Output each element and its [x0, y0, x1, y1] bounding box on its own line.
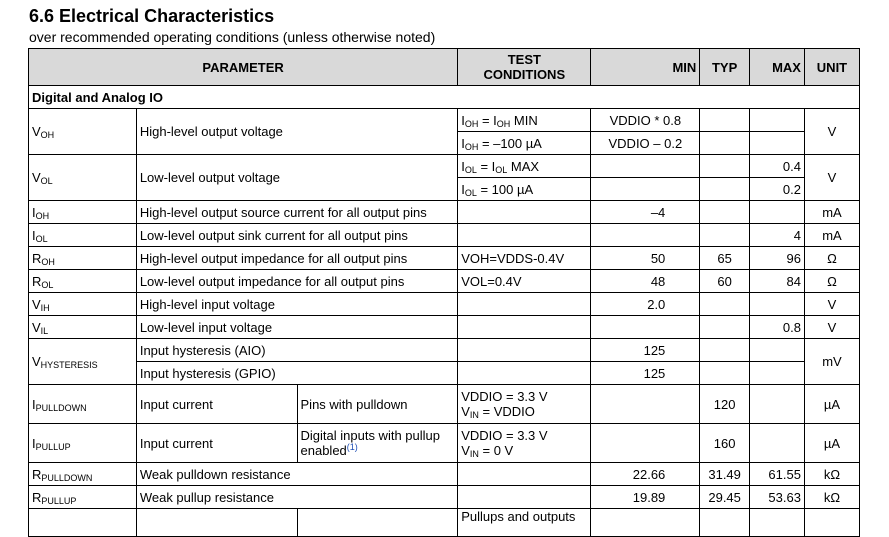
cond-voh-2: $I_{OH} = -100$ µA — [458, 132, 591, 155]
symbol-rpullup: $R_{PULLUP}$ — [29, 486, 137, 509]
header-typ: TYP — [700, 49, 750, 86]
desc-vhys-1: Input hysteresis (AIO) — [136, 339, 457, 362]
table-row-rpullup — [29, 486, 860, 509]
unit-rol: Ω — [804, 270, 859, 293]
cond-ipulldown: VDDIO = 3.3 V $V_{IN}$ = VDDIO — [458, 385, 591, 424]
header-test-conditions — [458, 49, 591, 86]
symbol-vol: $V_{OL}$ — [29, 155, 137, 201]
table-row-ipulldown — [29, 385, 860, 424]
desc-iol: Low-level output sink current for all output pins — [136, 224, 457, 247]
section-label: Digital and Analog IO — [29, 86, 860, 109]
desc2-ipulldown: Pins with pulldown — [297, 385, 458, 424]
table-subtitle: over recommended operating conditions (unless otherwise noted) — [29, 29, 436, 45]
cond-partial: Pullups and outputs — [458, 509, 591, 537]
table-row-ipullup — [29, 424, 860, 463]
desc-ipullup: Input current — [136, 424, 297, 463]
symbol-vhys: $V_{HYSTERESIS}$ — [29, 339, 137, 385]
electrical-characteristics-table — [28, 48, 860, 537]
table-row-vol — [29, 155, 860, 178]
unit-ipulldown: µA — [804, 385, 859, 424]
typ-rol: 60 — [700, 270, 750, 293]
min-voh-2: VDDIO – 0.2 — [591, 132, 700, 155]
max-vol-1: 0.4 — [749, 155, 804, 178]
header-max: MAX — [749, 49, 804, 86]
unit-vol: V — [804, 155, 859, 201]
min-roh: 50 — [591, 247, 700, 270]
symbol-ioh: $I_{OH}$ — [29, 201, 137, 224]
unit-rpulldown: kΩ — [804, 463, 859, 486]
cond-vol-2: $I_{OL} = 100$ µA — [458, 178, 591, 201]
min-vhys-1: 125 — [591, 339, 700, 362]
max-rpulldown: 61.55 — [749, 463, 804, 486]
symbol-rol: $R_{OL}$ — [29, 270, 137, 293]
unit-roh: Ω — [804, 247, 859, 270]
table-row-vil — [29, 316, 860, 339]
typ-rpullup: 29.45 — [700, 486, 750, 509]
unit-vih: V — [804, 293, 859, 316]
min-vih: 2.0 — [591, 293, 700, 316]
section-title: 6.6 Electrical Characteristics — [29, 6, 275, 26]
table-row-roh — [29, 247, 860, 270]
symbol-ipullup: $I_{PULLUP}$ — [29, 424, 137, 463]
symbol-vil: $V_{IL}$ — [29, 316, 137, 339]
desc-vhys-2: Input hysteresis (GPIO) — [136, 362, 457, 385]
header-test-line1: TEST — [507, 52, 541, 67]
max-roh: 96 — [749, 247, 804, 270]
table-row-voh — [29, 109, 860, 132]
cond-ipullup: VDDIO = 3.3 V $V_{IN} = 0$ V — [458, 424, 591, 463]
max-rol: 84 — [749, 270, 804, 293]
typ-rpulldown: 31.49 — [700, 463, 750, 486]
unit-vil: V — [804, 316, 859, 339]
symbol-iol: $I_{OL}$ — [29, 224, 137, 247]
table-row-partial — [29, 509, 860, 537]
min-rol: 48 — [591, 270, 700, 293]
table-row-vih — [29, 293, 860, 316]
header-test-line2: CONDITIONS — [483, 67, 566, 82]
table-row-vhys — [29, 339, 860, 362]
unit-ioh: mA — [804, 201, 859, 224]
max-vil: 0.8 — [749, 316, 804, 339]
typ-ipullup: 160 — [700, 424, 750, 463]
table-row-vhys-2 — [29, 362, 860, 385]
symbol-rpulldown: $R_{PULLDOWN}$ — [29, 463, 137, 486]
footnote-link[interactable]: (1) — [346, 442, 358, 452]
symbol-voh: $V_{OH}$ — [29, 109, 137, 155]
cond-roh: VOH=VDDS-0.4V — [458, 247, 591, 270]
header-min: MIN — [591, 49, 700, 86]
symbol-vih: $V_{IH}$ — [29, 293, 137, 316]
typ-ipulldown: 120 — [700, 385, 750, 424]
cond-voh-1: $I_{OH} = I_{OH}$ MIN — [458, 109, 591, 132]
desc-rol: Low-level output impedance for all output pins — [136, 270, 457, 293]
min-ioh: –4 — [591, 201, 700, 224]
symbol-roh: $R_{OH}$ — [29, 247, 137, 270]
table-row-iol — [29, 224, 860, 247]
desc2-ipullup: Digital inputs with pullup enabled$^{(1)}$ — [297, 424, 458, 463]
unit-voh: V — [804, 109, 859, 155]
header-row — [29, 49, 860, 86]
cond-vol-1: $I_{OL} = I_{OL}$ MAX — [458, 155, 591, 178]
cond-rol: VOL=0.4V — [458, 270, 591, 293]
max-rpullup: 53.63 — [749, 486, 804, 509]
table-row-rpulldown — [29, 463, 860, 486]
typ-roh: 65 — [700, 247, 750, 270]
min-rpullup: 19.89 — [591, 486, 700, 509]
min-vhys-2: 125 — [591, 362, 700, 385]
table-row-rol — [29, 270, 860, 293]
desc-voh: High-level output voltage — [136, 109, 457, 155]
symbol-ipulldown: $I_{PULLDOWN}$ — [29, 385, 137, 424]
desc-ioh: High-level output source current for all output pins — [136, 201, 457, 224]
header-unit: UNIT — [804, 49, 859, 86]
unit-ipullup: µA — [804, 424, 859, 463]
table-row-ioh — [29, 201, 860, 224]
max-vol-2: 0.2 — [749, 178, 804, 201]
min-rpulldown: 22.66 — [591, 463, 700, 486]
header-parameter: PARAMETER — [29, 49, 458, 86]
min-voh-1: VDDIO * 0.8 — [591, 109, 700, 132]
unit-iol: mA — [804, 224, 859, 247]
section-row — [29, 86, 860, 109]
desc-ipulldown: Input current — [136, 385, 297, 424]
desc-roh: High-level output impedance for all output pins — [136, 247, 457, 270]
desc-rpulldown: Weak pulldown resistance — [136, 463, 457, 486]
unit-rpullup: kΩ — [804, 486, 859, 509]
desc-vih: High-level input voltage — [136, 293, 457, 316]
desc-vol: Low-level output voltage — [136, 155, 457, 201]
max-iol: 4 — [749, 224, 804, 247]
desc-vil: Low-level input voltage — [136, 316, 457, 339]
unit-vhys: mV — [804, 339, 859, 385]
desc-rpullup: Weak pullup resistance — [136, 486, 457, 509]
